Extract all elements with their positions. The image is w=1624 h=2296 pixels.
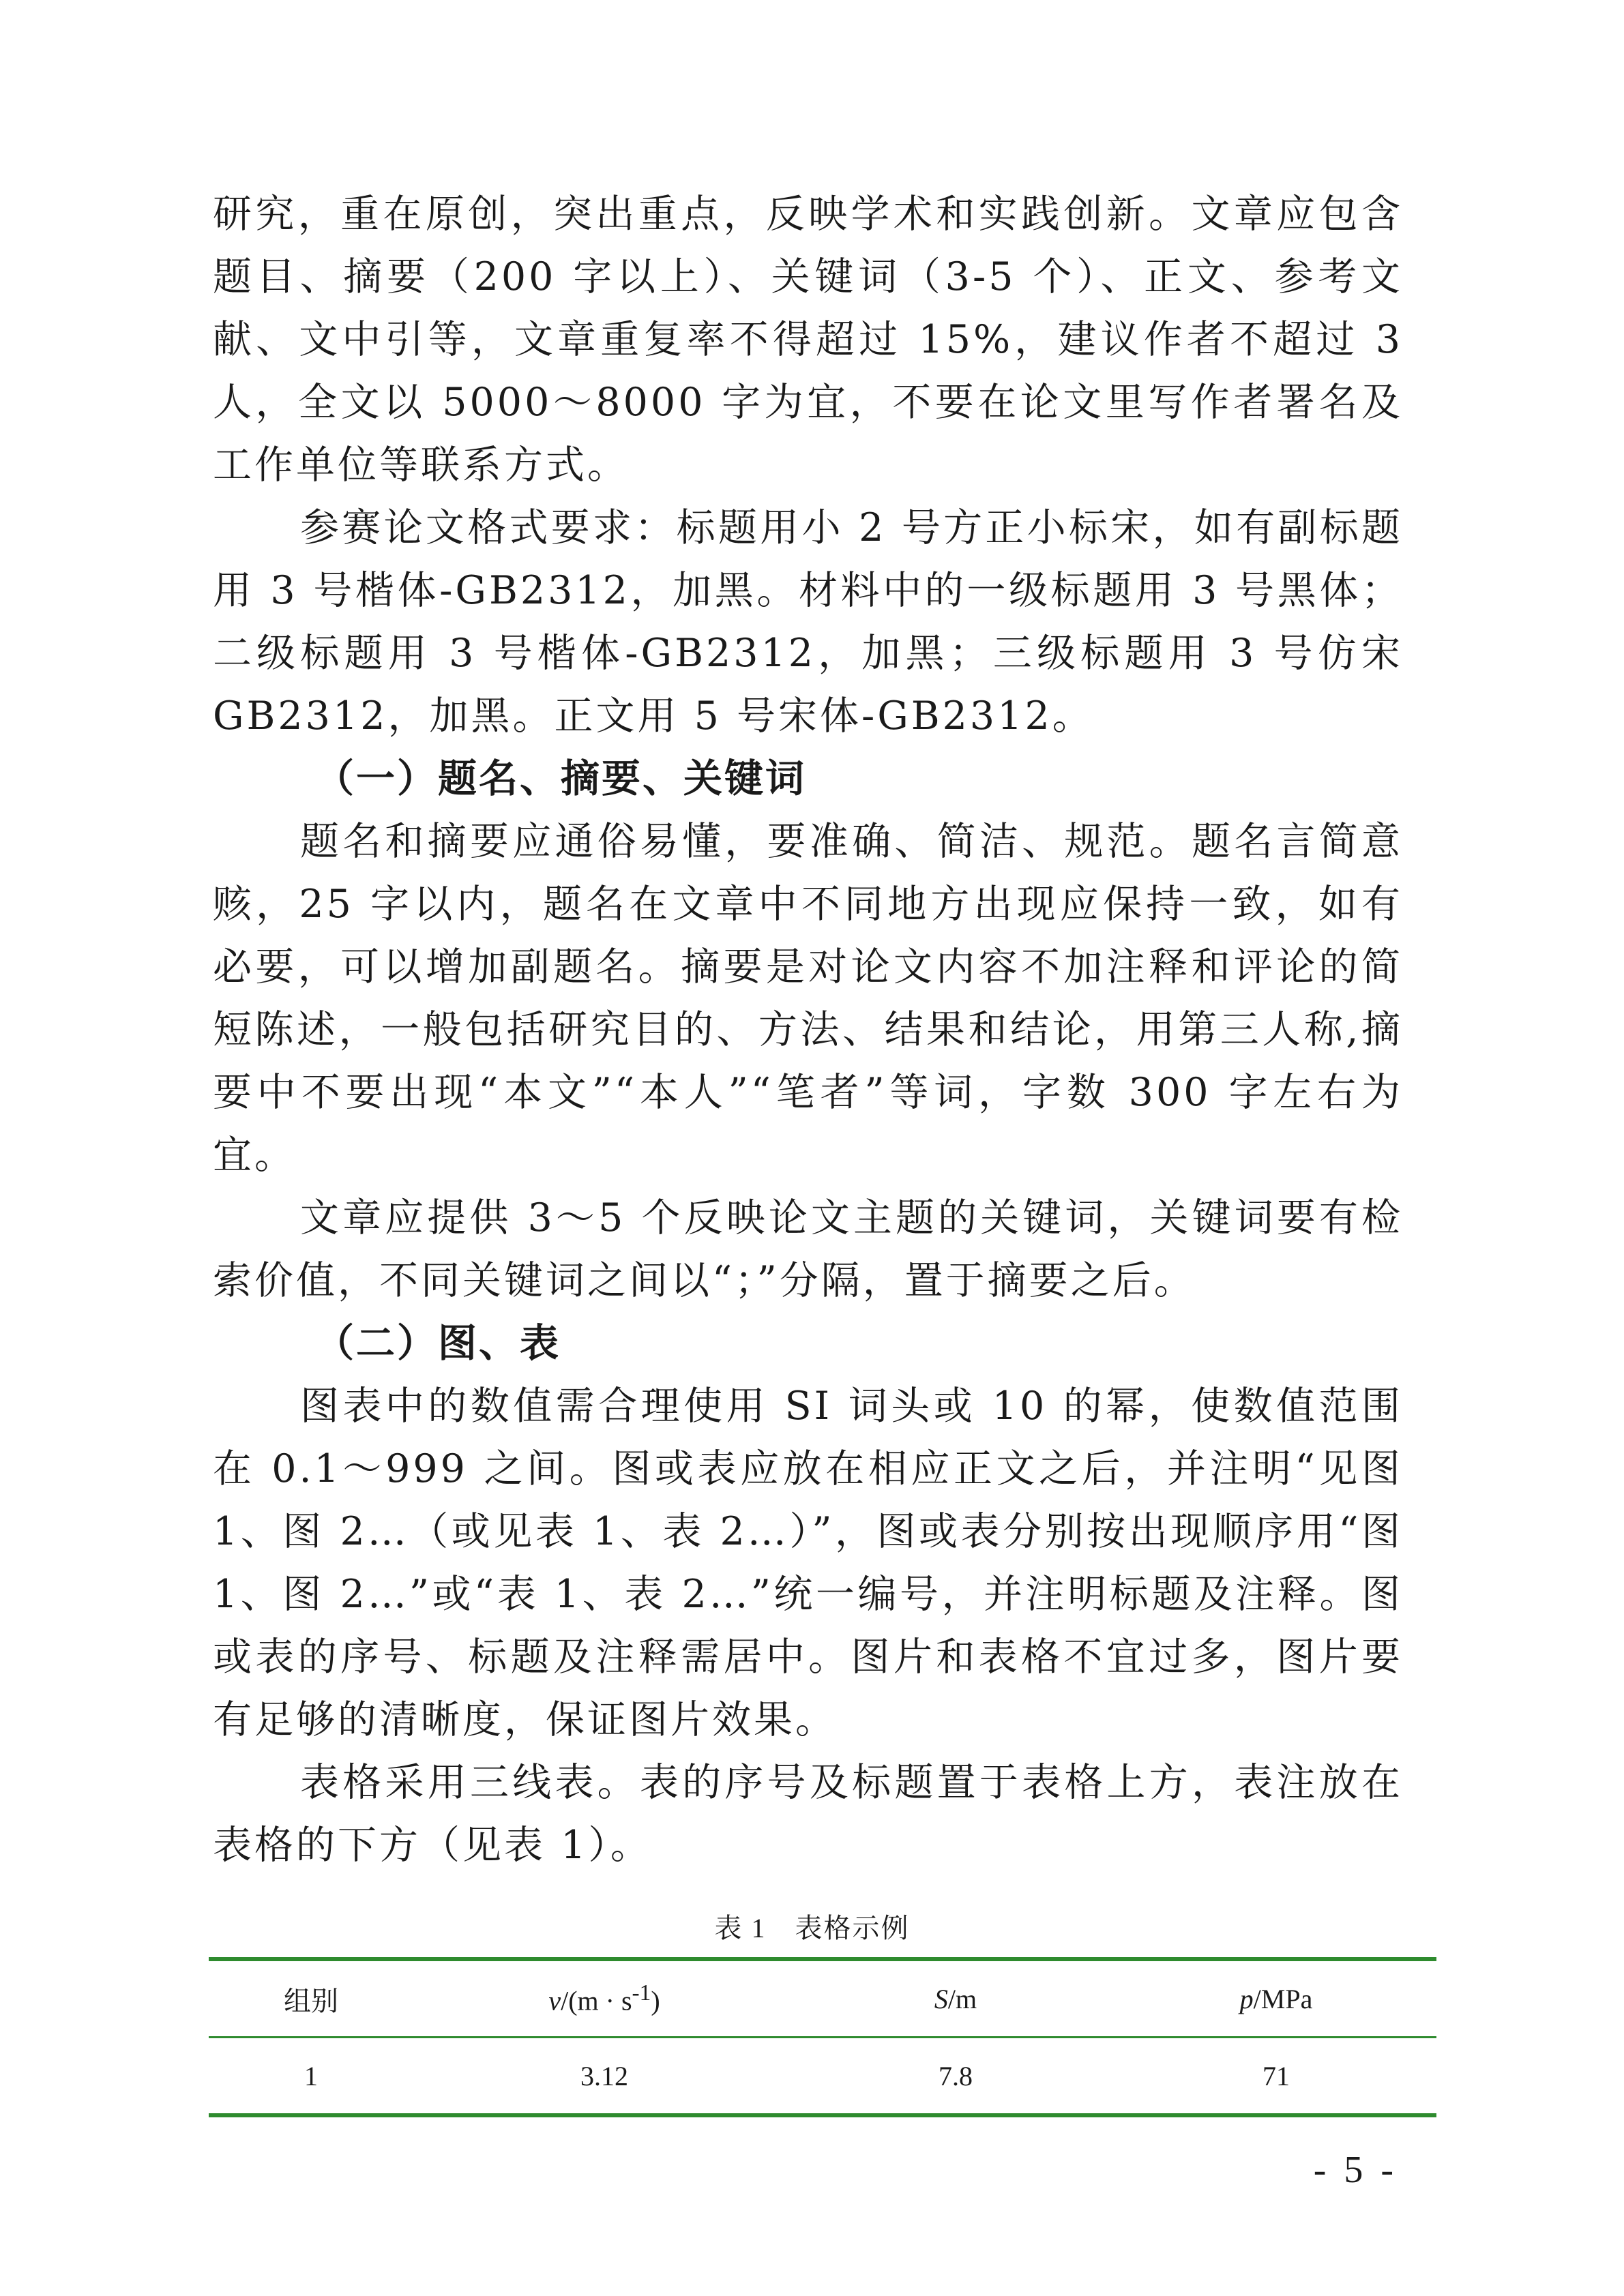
paragraph-three-line-table: 表格采用三线表。表的序号及标题置于表格上方，表注放在表格的下方（见表 1）。: [213, 1760, 1403, 1868]
header-pressure-unit: /MPa: [1253, 1983, 1313, 2014]
cell-pressure: 71: [1263, 2060, 1290, 2091]
paragraph-title-abstract: 题名和摘要应通俗易懂，要准确、简洁、规范。题名言简意赅，25 字以内，题名在文章中不同地方出现应保持一致，如有必要，可以增加副题名。摘要是对论文内容不加注释和评论的简短陈述，一般包括研究目的、方法、结果和结论，用第三人称,摘要中不要出现“本文”“本人”“笔者”等词，字数 300 字左右为宜。: [213, 819, 1403, 1178]
header-distance-unit: /m: [947, 1983, 977, 2014]
cell-distance: 7.8: [939, 2060, 973, 2091]
table-header-row: [209, 1959, 1436, 2038]
header-distance: [795, 1959, 1116, 2038]
paragraph-keywords: 文章应提供 3～5 个反映论文主题的关键词，关键词要有检索价值，不同关键词之间以“；”分隔，置于摘要之后。: [213, 1195, 1403, 1303]
table-caption: 表 1 表格示例: [714, 1913, 910, 1943]
section-heading-figures-tables: （二）图、表: [315, 1321, 561, 1366]
header-velocity: [413, 1959, 795, 2038]
section-heading-title-abstract-keywords: （一）题名、摘要、关键词: [315, 756, 806, 801]
header-group: 组别: [284, 1985, 338, 2016]
body-text: [213, 183, 1403, 1877]
header-pressure-symbol: p: [1239, 1983, 1254, 2014]
page-number: - 5 -: [1313, 2149, 1398, 2191]
header-velocity-close: ): [651, 1985, 660, 2016]
cell-group: 1: [304, 2060, 318, 2091]
paragraph-submission-requirements: 研究，重在原创，突出重点，反映学术和实践创新。文章应包含题目、摘要（200 字以上）、关键词（3-5 个）、正文、参考文献、文中引等，文章重复率不得超过 15%，建议作者不超过 3 人，全文以 5000～8000 字为宜，不要在论文里写作者署名及工作单位等联系方式。: [213, 192, 1403, 488]
header-pressure: [1116, 1959, 1436, 2038]
table-row: [209, 2038, 1436, 2116]
header-distance-symbol: S: [934, 1983, 948, 2014]
header-velocity-exponent: -1: [632, 1980, 651, 2006]
example-table: [209, 1957, 1436, 2117]
cell-velocity: 3.12: [580, 2060, 628, 2091]
header-velocity-symbol: v: [548, 1985, 561, 2016]
paragraph-format-requirements: 参赛论文格式要求：标题用小 2 号方正小标宋，如有副标题用 3 号楷体-GB2312，加黑。材料中的一级标题用 3 号黑体；二级标题用 3 号楷体-GB2312，加黑；三级标题用 3 号仿宋 GB2312，加黑。正文用 5 号宋体-GB2312。: [213, 505, 1403, 739]
paragraph-figures-tables: 图表中的数值需合理使用 SI 词头或 10 的幂，使数值范围在 0.1～999 之间。图或表应放在相应正文之后，并注明“见图 1、图 2…（或见表 1、表 2…）”，图或表分别按出现顺序用“图 1、图 2…”或“表 1、表 2…”统一编号，并注明标题及注释。图或表的序号、标题及注释需居中。图片和表格不宜过多，图片要有足够的清晰度，保证图片效果。: [213, 1384, 1403, 1742]
header-velocity-unit: /(m · s: [561, 1985, 632, 2016]
